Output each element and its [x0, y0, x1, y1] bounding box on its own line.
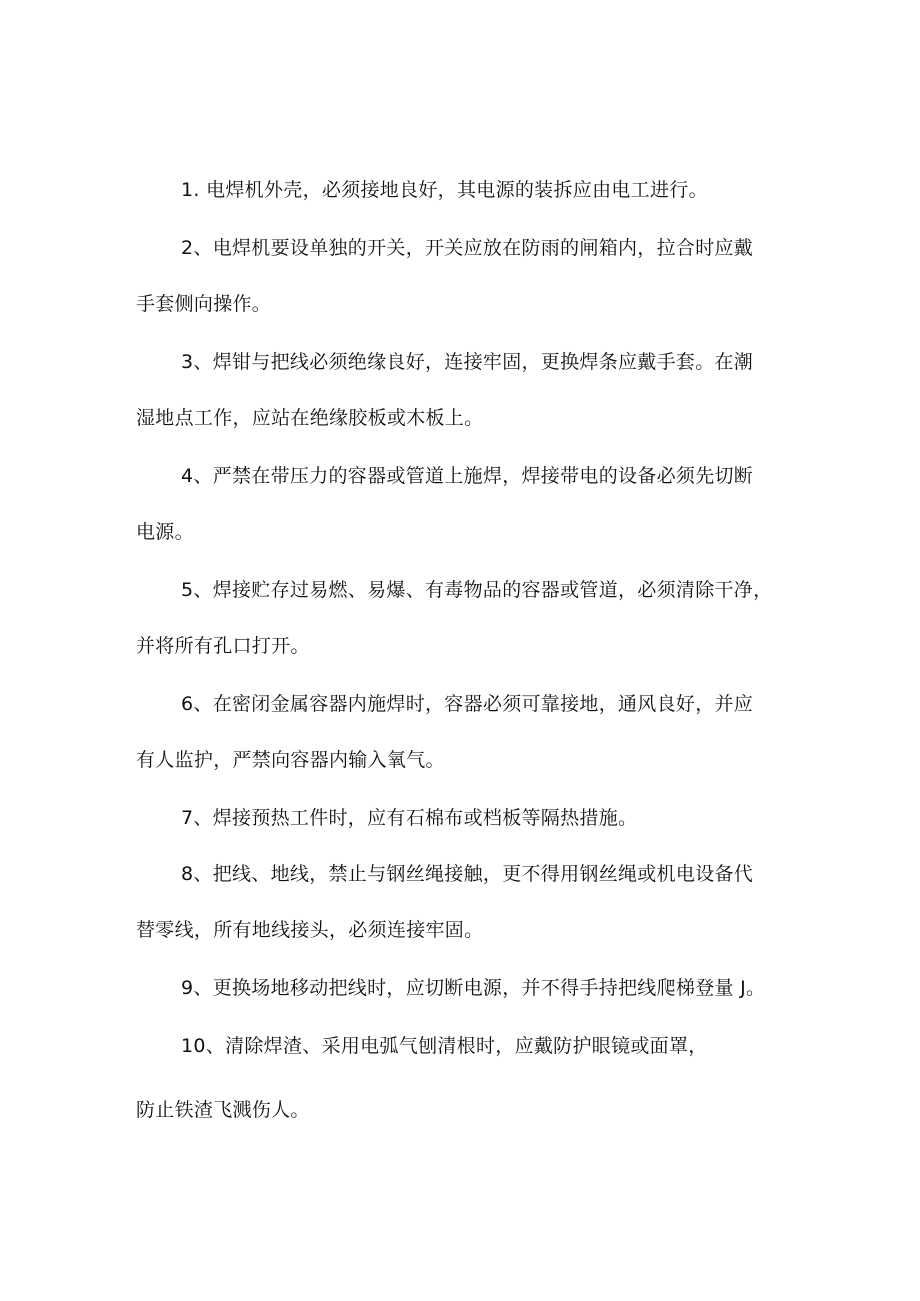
item-4-line-1: 4、严禁在带压力的容器或管道上施焊，焊接带电的设备必须先切断: [181, 465, 754, 487]
item-6-line-2: 有人监护，严禁向容器内输入氧气。: [136, 749, 445, 771]
item-2-line-1: 2、电焊机要设单独的开关，开关应放在防雨的闸箱内，拉合时应戴: [181, 237, 754, 259]
item-1-line-1: 1. 电焊机外壳，必须接地良好，其电源的装拆应由电工进行。: [181, 179, 708, 201]
item-8-line-1: 8、把线、地线，禁止与钢丝绳接触，更不得用钢丝绳或机电设备代: [181, 863, 754, 885]
item-10-line-2: 防止铁渣飞溅伤人。: [136, 1099, 310, 1121]
item-2-line-2: 手套侧向操作。: [136, 293, 272, 315]
item-6-line-1: 6、在密闭金属容器内施焊时，容器必须可靠接地，通风良好，并应: [181, 693, 754, 715]
item-4-line-2: 电源。: [136, 521, 194, 543]
item-7-line-1: 7、焊接预热工件时，应有石棉布或档板等隔热措施。: [181, 807, 638, 829]
item-8-line-2: 替零线，所有地线接头，必须连接牢固。: [136, 919, 484, 941]
item-5-line-1: 5、焊接贮存过易燃、易爆、有毒物品的容器或管道，必须清除干净，: [181, 579, 773, 601]
item-3-line-1: 3、焊钳与把线必须绝缘良好，连接牢固，更换焊条应戴手套。在潮: [181, 351, 754, 373]
item-3-line-2: 湿地点工作，应站在绝缘胶板或木板上。: [136, 407, 484, 429]
item-9-line-1: 9、更换场地移动把线时，应切断电源，并不得手持把线爬梯登量 J。: [181, 977, 766, 999]
item-5-line-2: 并将所有孔口打开。: [136, 635, 310, 657]
item-10-line-1: 10、清除焊渣、采用电弧气刨清根时，应戴防护眼镜或面罩，: [181, 1035, 708, 1057]
